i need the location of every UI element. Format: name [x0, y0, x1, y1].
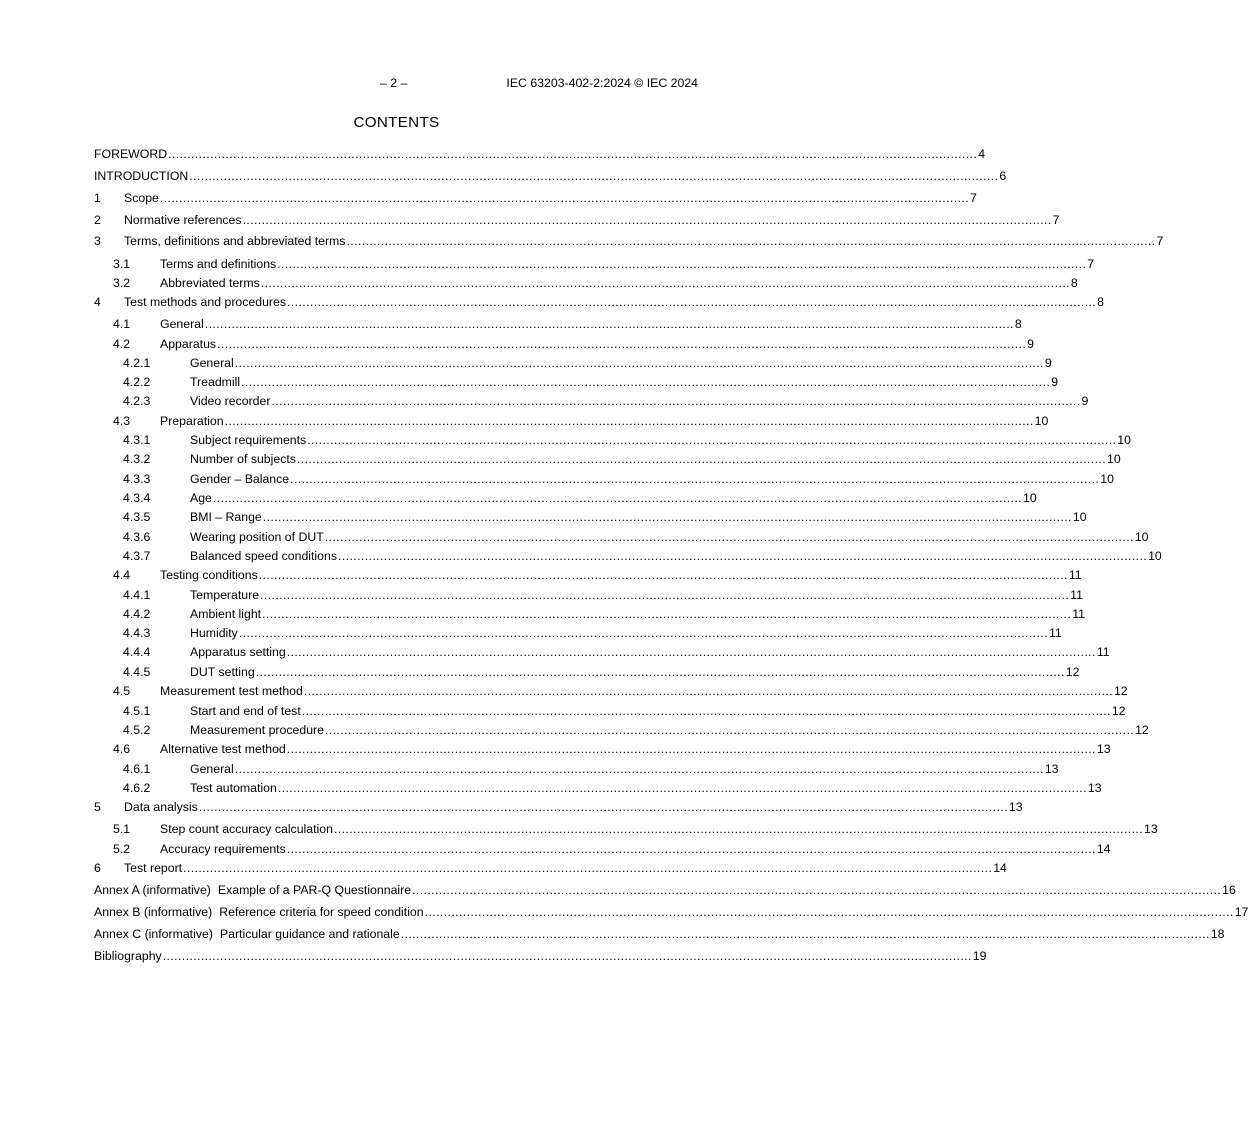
toc-dot-leader: ....................................................................................................................................................................................................................	[217, 337, 1027, 351]
toc-entry-number: 4.6.1	[123, 762, 151, 776]
toc-entry-page: 7	[1087, 257, 1095, 271]
toc-dot-leader: ....................................................................................................................................................................................................................	[238, 626, 1048, 640]
toc-entry-line	[190, 509, 1087, 525]
toc-dot-leader: ....................................................................................................................................................................................................................	[224, 414, 1034, 428]
toc-dot-leader: ....................................................................................................................................................................................................................	[296, 452, 1107, 466]
toc-entry[interactable]	[94, 548, 1162, 564]
toc-entry[interactable]	[94, 625, 1062, 641]
toc-entry-line	[190, 548, 1162, 564]
toc-entry-title: General	[190, 356, 234, 370]
toc-entry-title: Gender – Balance	[190, 472, 290, 486]
toc-entry[interactable]	[94, 490, 1037, 506]
toc-dot-leader: ....................................................................................................................................................................................................................	[346, 234, 1156, 248]
toc-dot-leader: ....................................................................................................................................................................................................................	[324, 530, 1134, 544]
toc-entry-page: 6	[999, 169, 1007, 183]
toc-dot-leader: ....................................................................................................................................................................................................................	[260, 588, 1070, 602]
toc-entry-page: 10	[1117, 433, 1131, 447]
toc-dot-leader: ....................................................................................................................................................................................................................	[242, 213, 1052, 227]
toc-entry-page: 12	[1111, 704, 1126, 718]
toc-dot-leader: ....................................................................................................................................................................................................................	[277, 781, 1087, 795]
toc-entry-line	[190, 471, 1114, 487]
toc-entry-number: 4	[94, 295, 101, 309]
toc-entry-number: 4.5.1	[123, 704, 151, 718]
toc-entry[interactable]	[94, 168, 1007, 184]
toc-entry-page: 11	[1048, 626, 1062, 640]
toc-entry-page: 9	[1051, 375, 1059, 389]
toc-entry-title: Age	[190, 491, 212, 505]
toc-entry-page: 17	[1234, 905, 1248, 919]
toc-entry-line	[124, 190, 977, 206]
toc-entry[interactable]	[94, 567, 1082, 583]
toc-entry[interactable]	[94, 336, 1034, 352]
toc-entry-number: 5.2	[113, 842, 131, 856]
toc-entry-number: 4.2	[113, 337, 131, 351]
toc-entry-line	[190, 529, 1149, 545]
toc-entry-page: 11	[1072, 607, 1085, 621]
toc-entry[interactable]	[94, 294, 1104, 310]
toc-entry-title: Alternative test method	[160, 742, 286, 756]
toc-dot-leader: ....................................................................................................................................................................................................................	[338, 549, 1148, 563]
toc-entry-number: 5.1	[113, 822, 131, 836]
toc-entry[interactable]	[94, 146, 986, 162]
toc-entry[interactable]	[94, 664, 1080, 680]
toc-entry[interactable]	[94, 644, 1110, 660]
toc-entry-title: Particular guidance and rationale	[219, 927, 400, 941]
toc-entry-title: Video recorder	[190, 394, 271, 408]
toc-entry-line	[160, 413, 1049, 429]
toc-entry-number: 4.4.5	[123, 665, 151, 679]
toc-entry-page: 10	[1072, 510, 1087, 524]
toc-entry-number: 4.4.4	[123, 645, 151, 659]
toc-entry-line	[160, 316, 1022, 332]
toc-entry-title: Scope	[124, 191, 159, 205]
toc-entry-page: 12	[1113, 684, 1128, 698]
toc-dot-leader: ....................................................................................................................................................................................................................	[162, 949, 972, 963]
toc-entry-number: 4.3.6	[123, 530, 151, 544]
toc-entry-line	[94, 948, 987, 964]
toc-entry[interactable]	[94, 821, 1158, 837]
toc-entry-title: Test automation	[190, 781, 277, 795]
toc-entry-page: 13	[1008, 800, 1023, 814]
toc-dot-leader: ....................................................................................................................................................................................................................	[258, 568, 1068, 582]
toc-entry-page: 8	[1070, 276, 1078, 290]
toc-entry-number: 4.1	[113, 317, 131, 331]
toc-entry-title: Ambient light	[190, 607, 262, 621]
toc-entry-line	[190, 761, 1059, 777]
toc-entry-page: 8	[1014, 317, 1022, 331]
toc-entry-page: 10	[1134, 530, 1149, 544]
toc-entry-line	[94, 882, 1236, 898]
toc-entry[interactable]	[94, 780, 1102, 796]
toc-entry-number: 5	[94, 800, 101, 814]
toc-entry[interactable]	[94, 529, 1149, 545]
toc-dot-leader: ....................................................................................................................................................................................................................	[400, 927, 1210, 941]
toc-entry-title: Normative references	[124, 213, 242, 227]
toc-dot-leader: ....................................................................................................................................................................................................................	[212, 491, 1022, 505]
toc-entry-number: 3.2	[113, 276, 131, 290]
document-identifier: IEC 63203-402-2:2024 © IEC 2024	[506, 76, 698, 90]
toc-entry-title: Balanced speed conditions	[190, 549, 337, 563]
toc-entry-title: Test methods and procedures	[124, 295, 287, 309]
toc-entry-line	[190, 432, 1131, 448]
toc-entry-title: General	[190, 762, 234, 776]
toc-entry-page: 12	[1135, 723, 1149, 737]
toc-entry-title: DUT setting	[190, 665, 255, 679]
toc-entry-line	[190, 355, 1052, 371]
toc-entry-line	[124, 294, 1104, 310]
toc-dot-leader: ....................................................................................................................................................................................................................	[286, 842, 1096, 856]
toc-entry-title: Wearing position of DUT	[190, 530, 324, 544]
toc-entry-title: Humidity	[190, 626, 238, 640]
toc-entry[interactable]	[94, 948, 987, 964]
toc-dot-leader: ....................................................................................................................................................................................................................	[287, 295, 1097, 309]
toc-dot-leader: ....................................................................................................................................................................................................................	[324, 723, 1135, 737]
toc-entry[interactable]	[94, 509, 1087, 525]
toc-entry-page: 7	[969, 191, 977, 205]
toc-entry[interactable]	[94, 926, 1225, 942]
toc-dot-leader: ....................................................................................................................................................................................................................	[204, 317, 1014, 331]
toc-entry[interactable]	[94, 275, 1078, 291]
toc-entry-title: Bibliography	[94, 949, 162, 963]
toc-dot-leader: ....................................................................................................................................................................................................................	[277, 257, 1087, 271]
toc-entry[interactable]	[94, 316, 1022, 332]
toc-annex-label: Annex C (informative)	[94, 927, 213, 941]
toc-entry-line	[160, 336, 1034, 352]
toc-dot-leader: ....................................................................................................................................................................................................................	[255, 665, 1065, 679]
toc-entry-line	[160, 841, 1111, 857]
toc-entry[interactable]	[94, 761, 1059, 777]
toc-dot-leader: ....................................................................................................................................................................................................................	[168, 147, 978, 161]
toc-entry-page: 19	[972, 949, 987, 963]
toc-entry[interactable]	[94, 799, 1023, 815]
toc-entry-page: 11	[1070, 588, 1083, 602]
toc-entry-number: 3.1	[113, 257, 131, 271]
toc-entry-number: 4.5	[113, 684, 131, 698]
toc-entry[interactable]	[94, 703, 1126, 719]
contents-title: CONTENTS	[353, 114, 440, 131]
toc-dot-leader: ....................................................................................................................................................................................................................	[234, 762, 1044, 776]
toc-entry-title: General	[160, 317, 204, 331]
toc-entry-number: 4.5.2	[123, 723, 151, 737]
toc-entry-page: 10	[1107, 452, 1121, 466]
toc-entry-line	[190, 606, 1085, 622]
toc-entry-number: 4.2.3	[123, 394, 151, 408]
toc-entry-title: Accuracy requirements	[160, 842, 286, 856]
toc-dot-leader: ....................................................................................................................................................................................................................	[307, 433, 1117, 447]
toc-annex-label: Annex A (informative)	[94, 883, 211, 897]
toc-entry-number: 4.2.1	[123, 356, 151, 370]
toc-entry[interactable]	[94, 741, 1111, 757]
toc-entry-number: 4.4.2	[123, 607, 151, 621]
toc-dot-leader: ....................................................................................................................................................................................................................	[290, 472, 1100, 486]
toc-entry-title: Measurement procedure	[190, 723, 324, 737]
toc-entry[interactable]	[94, 233, 1164, 249]
toc-entry-page: 18	[1210, 927, 1225, 941]
toc-entry[interactable]	[94, 256, 1095, 272]
toc-entry-number: 4.3.1	[123, 433, 151, 447]
toc-entry-page: 10	[1034, 414, 1049, 428]
toc-entry-line	[94, 168, 1007, 184]
toc-entry-title: Subject requirements	[190, 433, 307, 447]
toc-entry-page: 11	[1068, 568, 1082, 582]
toc-entry[interactable]	[94, 841, 1111, 857]
toc-entry-number: 6	[94, 861, 101, 875]
toc-entry-line	[124, 212, 1060, 228]
toc-entry-title: Example of a PAR-Q Questionnaire	[217, 883, 412, 897]
toc-dot-leader: ....................................................................................................................................................................................................................	[260, 276, 1070, 290]
toc-entry-number: 4.6	[113, 742, 131, 756]
toc-entry-line	[160, 683, 1128, 699]
toc-entry[interactable]	[94, 722, 1149, 738]
toc-dot-leader: ....................................................................................................................................................................................................................	[286, 645, 1096, 659]
toc-entry-page: 10	[1148, 549, 1162, 563]
toc-entry[interactable]	[94, 432, 1131, 448]
toc-entry[interactable]	[94, 587, 1083, 603]
toc-entry-page: 12	[1065, 665, 1080, 679]
toc-entry-line	[124, 799, 1023, 815]
toc-entry-title: Temperature	[190, 588, 260, 602]
toc-entry-page: 9	[1044, 356, 1052, 370]
toc-dot-leader: ....................................................................................................................................................................................................................	[262, 510, 1072, 524]
toc-entry[interactable]	[94, 860, 1007, 876]
toc-dot-leader: ....................................................................................................................................................................................................................	[424, 905, 1234, 919]
toc-entry-line	[190, 703, 1126, 719]
toc-dot-leader: ....................................................................................................................................................................................................................	[303, 684, 1113, 698]
toc-entry-page: 7	[1156, 234, 1164, 248]
toc-entry-line	[160, 256, 1095, 272]
toc-entry-number: 4.2.2	[123, 375, 151, 389]
toc-entry-title: INTRODUCTION	[94, 169, 189, 183]
toc-entry-title: Treadmill	[190, 375, 241, 389]
toc-entry-number: 4.6.2	[123, 781, 151, 795]
toc-entry[interactable]	[94, 413, 1049, 429]
toc-entry-line	[160, 567, 1082, 583]
toc-entry-line	[190, 393, 1089, 409]
toc-entry-number: 4.4.1	[123, 588, 151, 602]
toc-entry-line	[160, 275, 1078, 291]
toc-entry-number: 4.3	[113, 414, 131, 428]
toc-entry-page: 13	[1044, 762, 1059, 776]
toc-entry-line	[190, 451, 1121, 467]
toc-entry[interactable]	[94, 212, 1060, 228]
toc-entry-title: Terms, definitions and abbreviated terms	[124, 234, 346, 248]
toc-entry-line	[94, 904, 1248, 920]
toc-entry-line	[190, 374, 1059, 390]
toc-dot-leader: ....................................................................................................................................................................................................................	[412, 883, 1222, 897]
page-number: – 2 –	[380, 76, 408, 90]
toc-entry-line	[160, 821, 1158, 837]
toc-entry-title: Test report	[124, 861, 183, 875]
toc-entry-page: 9	[1081, 394, 1089, 408]
toc-entry-line	[160, 741, 1111, 757]
toc-entry-number: 4.4	[113, 568, 131, 582]
toc-entry[interactable]	[94, 374, 1059, 390]
toc-entry-number: 4.4.3	[123, 626, 151, 640]
toc-entry-page: 10	[1022, 491, 1037, 505]
toc-dot-leader: ....................................................................................................................................................................................................................	[333, 822, 1144, 836]
toc-entry-title: Number of subjects	[190, 452, 296, 466]
toc-entry-page: 13	[1096, 742, 1111, 756]
toc-entry-title: Apparatus setting	[190, 645, 286, 659]
toc-entry-title: BMI – Range	[190, 510, 262, 524]
toc-entry-title: Abbreviated terms	[160, 276, 260, 290]
toc-entry[interactable]	[94, 606, 1085, 622]
toc-entry[interactable]	[94, 471, 1114, 487]
toc-dot-leader: ....................................................................................................................................................................................................................	[183, 861, 993, 875]
toc-entry-line	[94, 146, 986, 162]
toc-entry-number: 3	[94, 234, 101, 248]
toc-entry-line	[190, 644, 1110, 660]
toc-entry-page: 16	[1222, 883, 1236, 897]
toc-entry-page: 10	[1100, 472, 1114, 486]
toc-entry-number: 4.3.5	[123, 510, 151, 524]
toc-entry-title: Preparation	[160, 414, 224, 428]
toc-entry[interactable]	[94, 355, 1052, 371]
toc-entry-line	[94, 926, 1225, 942]
toc-entry-number: 4.3.7	[123, 549, 151, 563]
toc-entry[interactable]	[94, 451, 1121, 467]
toc-entry-title: Testing conditions	[160, 568, 258, 582]
toc-entry-page: 8	[1097, 295, 1104, 309]
toc-entry-title: FOREWORD	[94, 147, 168, 161]
toc-entry[interactable]	[94, 904, 1248, 920]
toc-entry-title: Terms and definitions	[160, 257, 277, 271]
toc-entry-number: 1	[94, 191, 101, 205]
toc-entry-number: 4.3.2	[123, 452, 151, 466]
toc-entry-page: 9	[1027, 337, 1034, 351]
toc-entry-title: Data analysis	[124, 800, 198, 814]
toc-entry[interactable]	[94, 882, 1236, 898]
toc-dot-leader: ....................................................................................................................................................................................................................	[301, 704, 1111, 718]
toc-entry[interactable]	[94, 393, 1089, 409]
toc-entry-number: 4.3.3	[123, 472, 151, 486]
toc-dot-leader: ....................................................................................................................................................................................................................	[198, 800, 1008, 814]
toc-entry-line	[190, 780, 1102, 796]
toc-dot-leader: ....................................................................................................................................................................................................................	[271, 394, 1081, 408]
toc-entry-page: 11	[1096, 645, 1110, 659]
toc-entry-line	[190, 625, 1062, 641]
toc-entry-number: 4.3.4	[123, 491, 151, 505]
toc-entry-page: 13	[1087, 781, 1102, 795]
toc-dot-leader: ....................................................................................................................................................................................................................	[286, 742, 1096, 756]
toc-entry-line	[190, 490, 1037, 506]
toc-annex-label: Annex B (informative)	[94, 905, 213, 919]
toc-entry-page: 13	[1144, 822, 1158, 836]
toc-dot-leader: ....................................................................................................................................................................................................................	[189, 169, 999, 183]
toc-entry-title: Start and end of test	[190, 704, 301, 718]
toc-entry-line	[124, 233, 1164, 249]
toc-dot-leader: ....................................................................................................................................................................................................................	[241, 375, 1051, 389]
toc-entry[interactable]	[94, 683, 1128, 699]
toc-entry-line	[190, 587, 1083, 603]
toc-entry-title: Step count accuracy calculation	[160, 822, 333, 836]
toc-dot-leader: ....................................................................................................................................................................................................................	[159, 191, 969, 205]
toc-entry-page: 4	[978, 147, 986, 161]
toc-dot-leader: ....................................................................................................................................................................................................................	[234, 356, 1044, 370]
toc-entry-line	[190, 664, 1080, 680]
toc-entry-line	[190, 722, 1149, 738]
toc-entry-number: 2	[94, 213, 101, 227]
toc-entry-title: Measurement test method	[160, 684, 303, 698]
toc-entry-line	[124, 860, 1007, 876]
toc-entry-page: 14	[993, 861, 1007, 875]
toc-entry-title: Apparatus	[160, 337, 217, 351]
toc-entry-page: 14	[1096, 842, 1111, 856]
toc-entry[interactable]	[94, 190, 977, 206]
toc-entry-page: 7	[1052, 213, 1060, 227]
toc-dot-leader: ....................................................................................................................................................................................................................	[262, 607, 1072, 621]
toc-entry-title: Reference criteria for speed condition	[219, 905, 424, 919]
